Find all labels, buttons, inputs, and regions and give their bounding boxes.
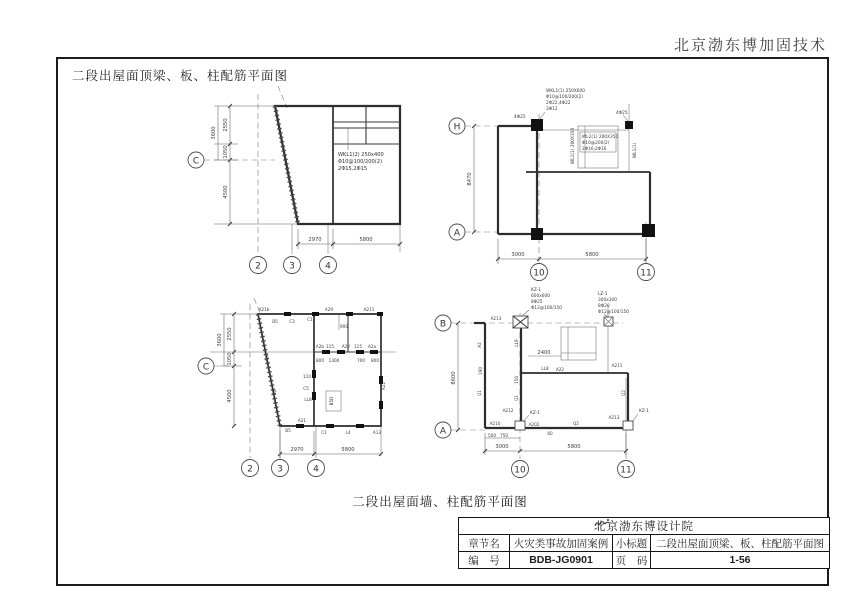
svg-text:A211: A211 <box>611 363 623 368</box>
walls <box>258 312 383 428</box>
svg-text:A21b: A21b <box>258 307 270 312</box>
svg-text:A: A <box>453 228 461 239</box>
svg-text:5800: 5800 <box>359 237 373 243</box>
grid-lines <box>204 86 400 254</box>
beam-note-line: 3Φ12 <box>546 107 558 112</box>
svg-text:A2a: A2a <box>367 344 377 349</box>
svg-text:8600: 8600 <box>451 371 457 385</box>
grid-bubble-C <box>188 152 204 168</box>
column-note-line: Φ12@100/150 <box>598 310 629 315</box>
grid-bubble-2 <box>242 460 259 477</box>
grid-bubble-3 <box>284 257 301 274</box>
beam-note-line: Φ10@100/200(2) <box>338 159 382 165</box>
svg-text:2550: 2550 <box>227 327 233 341</box>
grid-bubble-11 <box>618 461 635 478</box>
grid-bubble-10 <box>512 461 529 478</box>
wall-labels <box>477 316 626 438</box>
svg-text:4: 4 <box>313 464 319 475</box>
svg-text:LL8: LL8 <box>541 366 549 371</box>
rebar-count-label: 4Φ25 <box>514 115 526 120</box>
svg-text:L4: L4 <box>345 430 351 435</box>
walls <box>498 119 655 240</box>
svg-text:A211: A211 <box>363 307 375 312</box>
plan-bottom-right <box>428 283 683 488</box>
column-note-line: Φ12@100/150 <box>531 306 562 311</box>
svg-text:115: 115 <box>354 344 362 349</box>
svg-text:A213: A213 <box>490 316 502 321</box>
beam-note-line: WL2(1) 200X350 <box>582 135 619 140</box>
svg-text:1300: 1300 <box>328 358 340 363</box>
svg-text:A: A <box>439 426 447 437</box>
svg-text:150: 150 <box>514 376 519 384</box>
chapter-label-cell: 章节名 <box>459 535 510 552</box>
grid-bubble-3 <box>272 460 289 477</box>
svg-text:C1: C1 <box>307 317 313 322</box>
beam-note-line: WKL1(2) 250x400 <box>338 152 384 158</box>
svg-text:Q1: Q1 <box>477 390 482 396</box>
svg-text:Q2: Q2 <box>573 421 579 426</box>
grid-bubble-A <box>435 422 451 438</box>
svg-text:Q4: Q4 <box>263 354 270 362</box>
grid-bubble-11 <box>638 264 655 281</box>
company-header: 北京渤东博加固技术 <box>673 38 827 54</box>
sheet-title-top: 二段出屋面顶梁、板、柱配筋平面图 <box>72 69 289 83</box>
beam-note-vertical: WL1(1) 200X350 <box>571 127 576 164</box>
walls <box>275 106 400 224</box>
title-block-company-cell <box>459 518 830 535</box>
svg-text:LL9: LL9 <box>514 339 519 347</box>
svg-text:4500: 4500 <box>223 185 229 199</box>
company-name: 北京渤东博设计院 <box>594 521 694 533</box>
column-note-line: 8Φ25 <box>531 300 543 305</box>
beam-note-line: WKL1(1) 250X600 <box>546 89 585 94</box>
svg-text:A29: A29 <box>324 307 334 312</box>
svg-text:C: C <box>192 156 200 167</box>
svg-text:4500: 4500 <box>227 389 233 403</box>
svg-text:C4: C4 <box>271 389 278 396</box>
subtitle-label-cell: 小标题 <box>613 535 651 552</box>
svg-text:2: 2 <box>247 464 253 475</box>
svg-text:A22: A22 <box>381 381 386 391</box>
svg-text:10: 10 <box>514 465 526 476</box>
beam-note-line: Φ10@200(2) <box>582 141 610 146</box>
plan-bottom-left <box>196 296 431 491</box>
svg-text:B5D: B5D <box>329 396 334 406</box>
svg-text:B5: B5 <box>272 319 278 324</box>
svg-text:4: 4 <box>325 261 331 272</box>
beam-note-line: 2Φ15,2Φ15 <box>338 166 368 172</box>
svg-text:11: 11 <box>620 465 632 476</box>
svg-text:500: 500 <box>488 433 496 438</box>
dimension-lines <box>456 321 628 455</box>
svg-text:800: 800 <box>316 358 324 363</box>
svg-text:2970: 2970 <box>290 447 304 453</box>
grid-bubble-H <box>449 118 465 134</box>
svg-text:190: 190 <box>478 367 483 375</box>
svg-text:A22: A22 <box>555 367 565 372</box>
svg-text:A21: A21 <box>297 418 307 423</box>
svg-text:2970: 2970 <box>308 237 322 243</box>
design-institute-logo <box>594 518 610 528</box>
svg-text:A13: A13 <box>372 430 382 435</box>
svg-text:110: 110 <box>303 374 311 379</box>
svg-text:A213: A213 <box>608 415 620 420</box>
svg-text:A210: A210 <box>489 421 501 426</box>
svg-text:10: 10 <box>533 268 545 279</box>
beam-note-line: 2Φ22,4Φ22 <box>546 101 571 106</box>
grid-bubble-4 <box>308 460 325 477</box>
grid-bubble-4 <box>320 257 337 274</box>
svg-text:A202: A202 <box>528 422 540 427</box>
chapter-value-cell: 火灾类事故加固案例 <box>510 535 613 552</box>
page-number-cell: 1-56 <box>651 552 830 569</box>
dimension-labels <box>467 172 599 258</box>
subtitle-value-cell: 二段出屋面顶梁、板、柱配筋平面图 <box>651 535 830 552</box>
dimension-lines <box>214 104 402 249</box>
column-tag: KZ-1 <box>530 411 540 416</box>
svg-text:A22: A22 <box>341 344 351 349</box>
svg-text:2: 2 <box>255 261 261 272</box>
grid-bubble-A <box>449 224 465 240</box>
column-note-line: 300x300 <box>598 298 617 303</box>
svg-text:115: 115 <box>326 344 334 349</box>
svg-text:3600: 3600 <box>217 333 223 347</box>
plan-top-left <box>178 84 428 284</box>
svg-text:LL8: LL8 <box>304 397 312 402</box>
grid-lines <box>451 305 626 459</box>
svg-text:3600: 3600 <box>211 126 217 140</box>
column-note-line: 600x600 <box>531 294 550 299</box>
column-note-line: LZ-1 <box>598 292 608 297</box>
svg-text:C5: C5 <box>303 386 309 391</box>
svg-text:3: 3 <box>277 464 283 475</box>
svg-text:5800: 5800 <box>567 444 581 450</box>
walls <box>474 316 633 430</box>
svg-text:A2b: A2b <box>315 344 325 349</box>
svg-text:11: 11 <box>640 268 652 279</box>
svg-text:5800: 5800 <box>341 447 355 453</box>
page-label-cell: 页 码 <box>613 552 651 569</box>
column-note-line: 8Φ20 <box>598 304 610 309</box>
svg-text:800: 800 <box>371 358 379 363</box>
title-block <box>458 517 830 569</box>
beam-note-line: Φ10@100/200(2) <box>546 95 584 100</box>
beam-note-vertical: WL1(1) <box>633 142 638 158</box>
svg-text:1050: 1050 <box>227 352 233 366</box>
rebar-count-label: 4Φ25 <box>616 111 628 116</box>
beam-note-line: 2Φ16,2Φ16 <box>582 147 607 152</box>
number-label-cell: 编 号 <box>459 552 510 569</box>
svg-text:C: C <box>202 362 210 373</box>
grid-lines <box>465 104 646 262</box>
svg-text:5800: 5800 <box>585 252 599 258</box>
beam-note <box>338 128 384 172</box>
svg-text:8470: 8470 <box>467 172 473 186</box>
svg-text:Q1: Q1 <box>514 395 519 401</box>
svg-text:2550: 2550 <box>223 118 229 132</box>
svg-text:900: 900 <box>340 324 348 329</box>
drawing-number-cell: BDB-JG0901 <box>510 552 613 569</box>
svg-text:B5: B5 <box>285 428 291 433</box>
svg-text:A2: A2 <box>477 342 482 348</box>
dimension-lines <box>220 312 383 459</box>
column-note-line: KZ-1 <box>531 288 541 293</box>
column-tag: KZ-1 <box>639 409 649 414</box>
plan-top-right <box>430 84 680 289</box>
svg-text:750: 750 <box>500 433 508 438</box>
svg-text:Q2: Q2 <box>621 390 626 396</box>
svg-text:60: 60 <box>547 431 553 436</box>
svg-text:1050: 1050 <box>223 145 229 159</box>
grid-bubble-B <box>435 315 451 331</box>
plan-caption-bottom: 二段出屋面墙、柱配筋平面图 <box>352 495 528 509</box>
svg-text:2400: 2400 <box>537 350 551 356</box>
svg-text:3: 3 <box>289 261 295 272</box>
svg-text:C1: C1 <box>321 430 327 435</box>
svg-text:3000: 3000 <box>511 252 525 258</box>
svg-text:H: H <box>453 122 461 133</box>
svg-text:700: 700 <box>357 358 365 363</box>
svg-text:C3: C3 <box>289 319 295 324</box>
grid-bubble-10 <box>531 264 548 281</box>
grid-bubble-2 <box>250 257 267 274</box>
svg-text:A212: A212 <box>502 408 514 413</box>
svg-text:B: B <box>439 319 447 330</box>
svg-text:3000: 3000 <box>495 444 509 450</box>
